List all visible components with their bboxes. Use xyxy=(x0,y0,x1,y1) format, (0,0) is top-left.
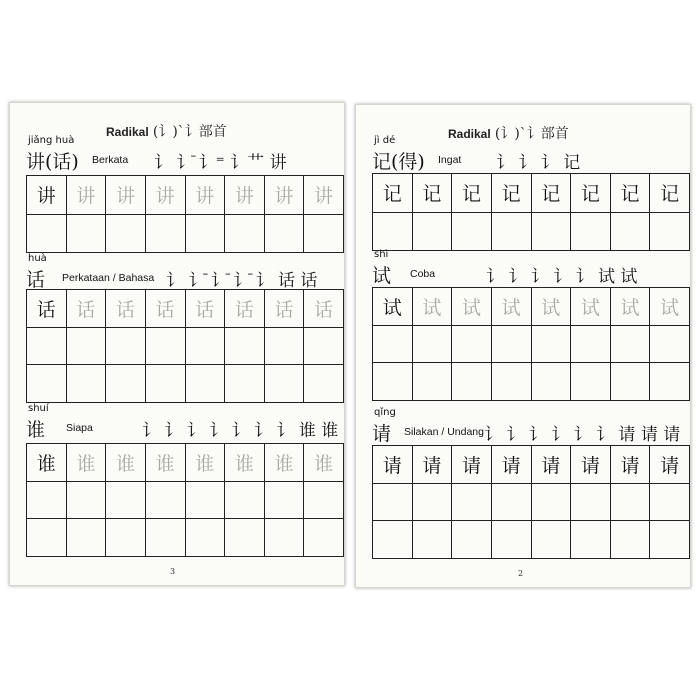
trace-char: 谁 xyxy=(106,444,146,482)
trace-char: 谁 xyxy=(225,444,265,482)
blank-cell xyxy=(67,215,107,254)
blank-cell xyxy=(225,328,265,366)
blank-cell xyxy=(304,215,344,254)
trace-char: 话 xyxy=(304,290,344,328)
meaning: Berkata xyxy=(92,154,129,166)
blank-cell xyxy=(413,363,453,401)
headword: 讲(话) xyxy=(26,151,79,173)
meaning: Ingat xyxy=(438,154,462,166)
model-char: 谁 xyxy=(27,444,67,482)
blank-cell xyxy=(304,328,344,366)
blank-cell xyxy=(27,519,67,557)
blank-cell xyxy=(413,213,453,252)
blank-cell xyxy=(67,328,107,366)
practice-grid xyxy=(372,287,690,401)
pinyin: shuí xyxy=(28,403,49,414)
practice-grid xyxy=(26,443,344,557)
blank-cell xyxy=(611,484,651,522)
blank-cell xyxy=(67,365,107,403)
blank-cell xyxy=(373,363,413,401)
trace-char: 请 xyxy=(571,446,611,484)
blank-cell xyxy=(532,521,572,559)
trace-char: 讲 xyxy=(304,176,344,215)
blank-cell xyxy=(571,326,611,364)
headword: 记(得) xyxy=(372,151,425,173)
blank-cell xyxy=(452,521,492,559)
left-page xyxy=(9,102,345,586)
blank-cell xyxy=(532,213,572,252)
blank-cell xyxy=(650,213,690,252)
trace-char: 试 xyxy=(452,288,492,326)
right-page xyxy=(355,104,691,588)
char-section-jiang xyxy=(18,135,336,255)
blank-cell xyxy=(532,326,572,364)
trace-char: 请 xyxy=(532,446,572,484)
trace-char: 试 xyxy=(650,288,690,326)
radical-chars: (讠)`讠部首 xyxy=(494,126,569,142)
blank-cell xyxy=(571,521,611,559)
model-char: 试 xyxy=(373,288,413,326)
model-char: 话 xyxy=(27,290,67,328)
blank-cell xyxy=(373,326,413,364)
model-char: 讲 xyxy=(27,176,67,215)
blank-cell xyxy=(106,482,146,520)
blank-cell xyxy=(27,482,67,520)
char-section-ji xyxy=(364,135,682,253)
blank-cell xyxy=(146,482,186,520)
trace-char: 试 xyxy=(532,288,572,326)
trace-char: 记 xyxy=(611,174,651,213)
trace-char: 试 xyxy=(571,288,611,326)
pinyin: huà xyxy=(28,253,47,264)
blank-cell xyxy=(611,326,651,364)
char-section-shi xyxy=(364,249,682,401)
blank-cell xyxy=(27,365,67,403)
blank-cell xyxy=(492,484,532,522)
blank-cell xyxy=(452,484,492,522)
trace-char: 讲 xyxy=(146,176,186,215)
stroke-order: 讠 讠 讠 讠 讠 讠 讠 谁 谁 xyxy=(142,421,339,441)
radical-chars: (讠)`讠部首 xyxy=(152,124,227,140)
blank-cell xyxy=(452,326,492,364)
meaning: Silakan / Undang xyxy=(404,426,484,438)
meaning: Siapa xyxy=(66,422,93,434)
blank-cell xyxy=(650,484,690,522)
blank-cell xyxy=(27,215,67,254)
blank-cell xyxy=(532,363,572,401)
blank-cell xyxy=(106,215,146,254)
practice-grid xyxy=(372,173,690,251)
headword: 请 xyxy=(372,423,392,445)
blank-cell xyxy=(146,215,186,254)
blank-cell xyxy=(186,365,226,403)
blank-cell xyxy=(67,519,107,557)
trace-char: 话 xyxy=(146,290,186,328)
trace-char: 讲 xyxy=(67,176,107,215)
blank-cell xyxy=(146,519,186,557)
blank-cell xyxy=(225,482,265,520)
trace-char: 记 xyxy=(650,174,690,213)
model-char: 记 xyxy=(373,174,413,213)
blank-cell xyxy=(304,482,344,520)
blank-cell xyxy=(413,326,453,364)
stroke-order: 讠 讠 讠 记 xyxy=(496,153,581,173)
char-section-qing xyxy=(364,407,682,565)
trace-char: 谁 xyxy=(186,444,226,482)
blank-cell xyxy=(186,328,226,366)
blank-cell xyxy=(492,326,532,364)
practice-grid xyxy=(26,289,344,403)
headword: 试 xyxy=(372,265,392,287)
blank-cell xyxy=(413,521,453,559)
blank-cell xyxy=(611,363,651,401)
blank-cell xyxy=(452,363,492,401)
trace-char: 话 xyxy=(106,290,146,328)
pinyin: shì xyxy=(374,249,389,260)
blank-cell xyxy=(265,365,305,403)
blank-cell xyxy=(452,213,492,252)
blank-cell xyxy=(650,363,690,401)
blank-cell xyxy=(492,521,532,559)
meaning: Perkataan / Bahasa xyxy=(62,272,155,284)
trace-char: 记 xyxy=(492,174,532,213)
trace-char: 记 xyxy=(413,174,453,213)
radical-label: Radikal xyxy=(106,125,149,139)
blank-cell xyxy=(650,326,690,364)
blank-cell xyxy=(373,213,413,252)
blank-cell xyxy=(571,363,611,401)
blank-cell xyxy=(67,482,107,520)
headword: 谁 xyxy=(26,419,46,441)
radical-label: Radikal xyxy=(448,127,491,141)
headword: 话 xyxy=(26,269,46,291)
blank-cell xyxy=(265,482,305,520)
blank-cell xyxy=(571,213,611,252)
model-char: 请 xyxy=(373,446,413,484)
trace-char: 请 xyxy=(650,446,690,484)
trace-char: 话 xyxy=(67,290,107,328)
blank-cell xyxy=(265,519,305,557)
practice-grid xyxy=(372,445,690,559)
blank-cell xyxy=(106,519,146,557)
blank-cell xyxy=(225,215,265,254)
trace-char: 讲 xyxy=(225,176,265,215)
blank-cell xyxy=(146,328,186,366)
blank-cell xyxy=(186,519,226,557)
trace-char: 请 xyxy=(413,446,453,484)
trace-char: 话 xyxy=(186,290,226,328)
trace-char: 请 xyxy=(492,446,532,484)
char-section-hua xyxy=(18,253,336,405)
blank-cell xyxy=(611,213,651,252)
trace-char: 请 xyxy=(611,446,651,484)
blank-cell xyxy=(304,365,344,403)
trace-char: 记 xyxy=(571,174,611,213)
blank-cell xyxy=(186,482,226,520)
blank-cell xyxy=(265,215,305,254)
trace-char: 试 xyxy=(492,288,532,326)
blank-cell xyxy=(146,365,186,403)
trace-char: 试 xyxy=(413,288,453,326)
page-number: 2 xyxy=(518,569,524,578)
blank-cell xyxy=(650,521,690,559)
stroke-order: 讠 讠̄ 讠⁼ 讠艹 讲 xyxy=(154,153,287,173)
stroke-order: 讠 讠 讠 讠 讠 讠 请 请 请 xyxy=(484,425,681,445)
pinyin: jì dé xyxy=(374,135,396,146)
blank-cell xyxy=(373,521,413,559)
blank-cell xyxy=(492,213,532,252)
blank-cell xyxy=(611,521,651,559)
blank-cell xyxy=(373,484,413,522)
trace-char: 试 xyxy=(611,288,651,326)
trace-char: 谁 xyxy=(146,444,186,482)
stroke-order: 讠 讠 讠 讠 讠 试 试 xyxy=(486,267,638,287)
pinyin: jiǎng huà xyxy=(28,135,75,146)
blank-cell xyxy=(492,363,532,401)
char-section-shui xyxy=(18,403,339,563)
meaning: Coba xyxy=(410,268,436,280)
blank-cell xyxy=(413,484,453,522)
pinyin: qǐng xyxy=(374,407,396,418)
blank-cell xyxy=(571,484,611,522)
trace-char: 记 xyxy=(452,174,492,213)
trace-char: 讲 xyxy=(265,176,305,215)
blank-cell xyxy=(225,519,265,557)
stroke-order: 讠 讠̄ 讠̄ 讠̄ 讠 话 话 xyxy=(166,271,318,291)
page-number: 3 xyxy=(170,567,176,576)
blank-cell xyxy=(186,215,226,254)
trace-char: 谁 xyxy=(265,444,305,482)
trace-char: 记 xyxy=(532,174,572,213)
blank-cell xyxy=(532,484,572,522)
blank-cell xyxy=(225,365,265,403)
trace-char: 谁 xyxy=(67,444,107,482)
trace-char: 话 xyxy=(225,290,265,328)
practice-grid xyxy=(26,175,344,253)
trace-char: 讲 xyxy=(106,176,146,215)
blank-cell xyxy=(265,328,305,366)
blank-cell xyxy=(106,365,146,403)
trace-char: 话 xyxy=(265,290,305,328)
blank-cell xyxy=(106,328,146,366)
trace-char: 请 xyxy=(452,446,492,484)
blank-cell xyxy=(304,519,344,557)
trace-char: 讲 xyxy=(186,176,226,215)
trace-char: 谁 xyxy=(304,444,344,482)
blank-cell xyxy=(27,328,67,366)
